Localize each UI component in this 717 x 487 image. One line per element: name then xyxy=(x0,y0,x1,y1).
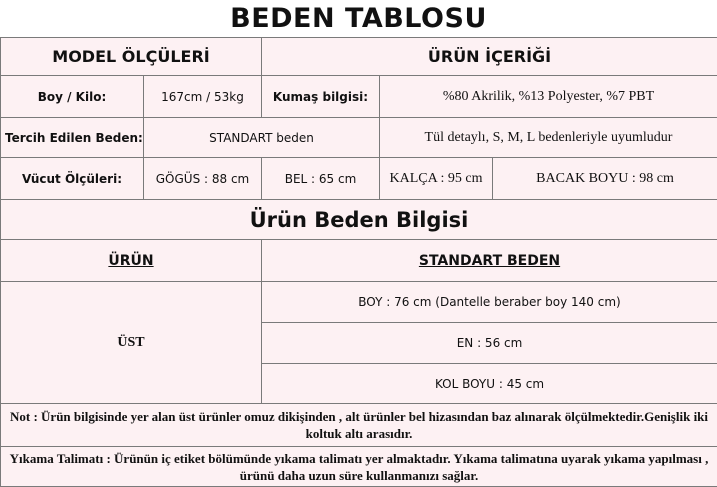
width-measurement: EN : 56 cm xyxy=(262,323,717,364)
fabric-value: %80 Akrilik, %13 Polyester, %7 PBT xyxy=(380,76,717,118)
height-weight-label: Boy / Kilo: xyxy=(1,76,144,118)
washing-instructions: Yıkama Talimatı : Ürünün iç etiket bölümünde yıkama talimatı yer almaktadır. Yıkama talimatına uyarak yıkama yapılması , ürünü daha uzun süre kullanmanızı sağlar. xyxy=(1,447,717,487)
waist-measurement: BEL : 65 cm xyxy=(262,158,380,200)
hip-measurement: KALÇA : 95 cm xyxy=(380,158,493,200)
top-row-label: ÜST xyxy=(1,282,262,404)
leg-length-measurement: BACAK BOYU : 98 cm xyxy=(493,158,717,200)
preferred-size-label: Tercih Edilen Beden: xyxy=(1,118,144,158)
sleeve-length-measurement: KOL BOYU : 45 cm xyxy=(262,364,717,404)
product-column-header: ÜRÜN xyxy=(1,240,262,282)
measurement-note: Not : Ürün bilgisinde yer alan üst ürünler omuz dikişinden , alt ürünler bel hizasından baz alınarak ölçülmektedir.Genişlik iki koltuk altı arasıdır. xyxy=(1,404,717,447)
product-content-header: ÜRÜN İÇERİĞİ xyxy=(262,38,717,76)
chest-measurement: GÖGÜS : 88 cm xyxy=(144,158,262,200)
product-size-info-title: Ürün Beden Bilgisi xyxy=(1,200,717,240)
size-table xyxy=(0,37,717,487)
height-weight-value: 167cm / 53kg xyxy=(144,76,262,118)
tulle-note: Tül detaylı, S, M, L bedenleriyle uyumludur xyxy=(380,118,717,158)
model-measurements-header: MODEL ÖLÇÜLERİ xyxy=(1,38,262,76)
length-measurement: BOY : 76 cm (Dantelle beraber boy 140 cm) xyxy=(262,282,717,323)
fabric-label: Kumaş bilgisi: xyxy=(262,76,380,118)
page-title: BEDEN TABLOSU xyxy=(0,0,717,37)
body-measurements-label: Vücut Ölçüleri: xyxy=(1,158,144,200)
preferred-size-value: STANDART beden xyxy=(144,118,380,158)
standard-size-column-header: STANDART BEDEN xyxy=(262,240,717,282)
